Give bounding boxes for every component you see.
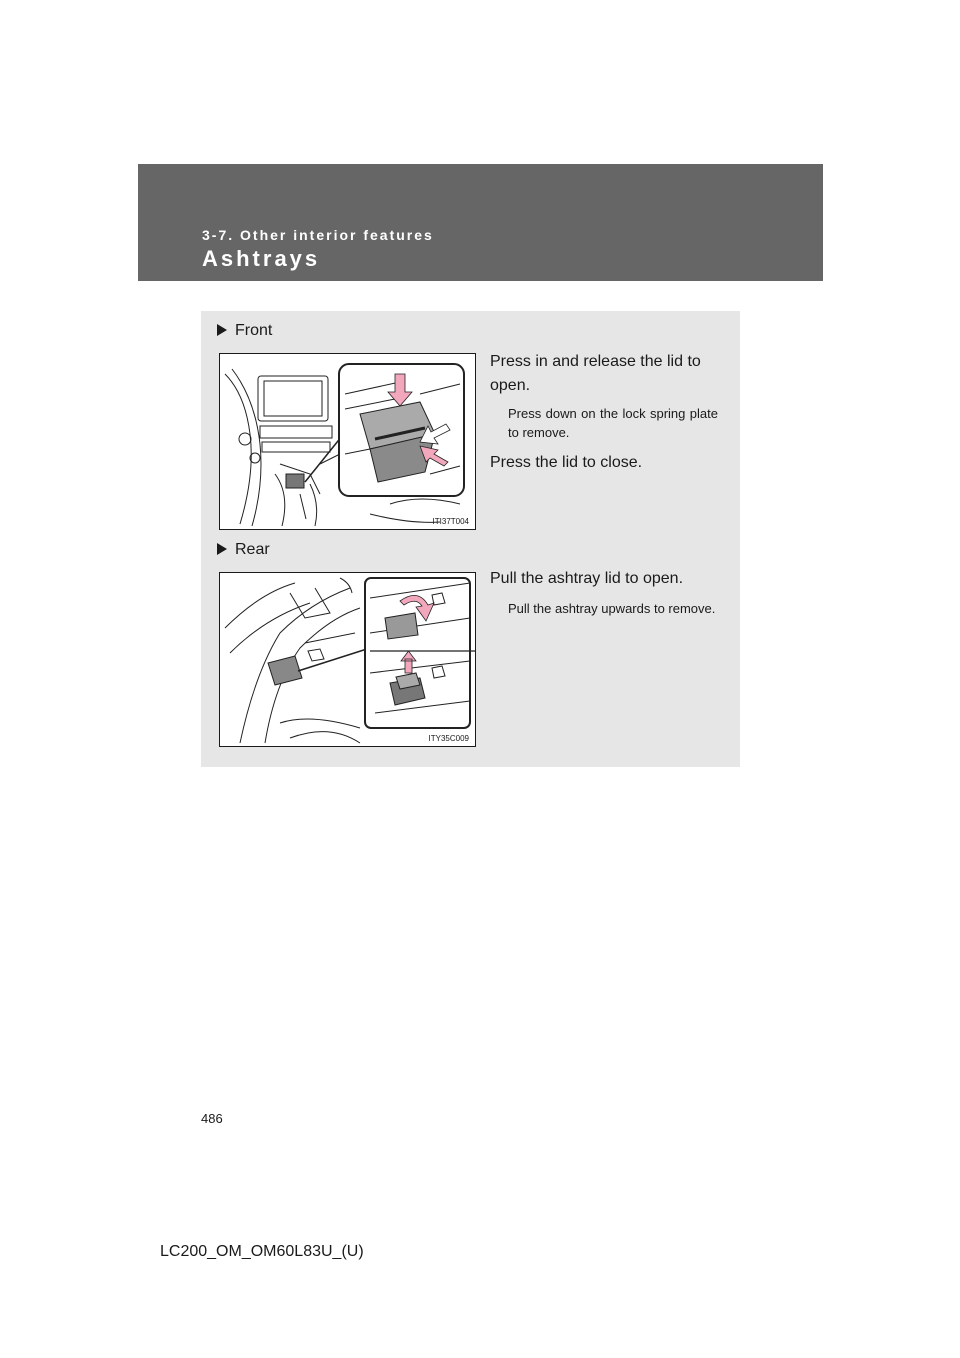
- front-ashtray-illustration: [219, 353, 476, 530]
- content-panel: [201, 311, 740, 767]
- page-title: Ashtrays: [202, 246, 321, 271]
- rear-ashtray-illustration: [219, 572, 476, 747]
- rear-image-code: ITY35C009: [428, 734, 469, 743]
- front-close-instruction: Press the lid to close.: [490, 454, 643, 471]
- rear-removal-note: Pull the ashtray upwards to remove.: [508, 601, 716, 616]
- front-removal-note: Press down on the lock spring plate to remove.: [508, 406, 718, 440]
- triangle-bullet-icon: [217, 543, 227, 555]
- triangle-bullet-icon: [217, 324, 227, 336]
- front-open-instruction: Press in and release the lid to open.: [490, 353, 701, 394]
- front-heading-label: Front: [235, 322, 273, 339]
- section-label: 3-7. Other interior features: [202, 227, 434, 243]
- rear-open-instruction: Pull the ashtray lid to open.: [490, 570, 684, 587]
- front-image-code: ITI37T004: [432, 517, 469, 526]
- page-number: 486: [201, 1111, 223, 1126]
- document-id: LC200_OM_OM60L83U_(U): [160, 1243, 364, 1260]
- section-header: [138, 164, 823, 281]
- rear-heading-label: Rear: [235, 541, 270, 558]
- rear-heading: [217, 541, 270, 559]
- front-heading: [217, 322, 272, 340]
